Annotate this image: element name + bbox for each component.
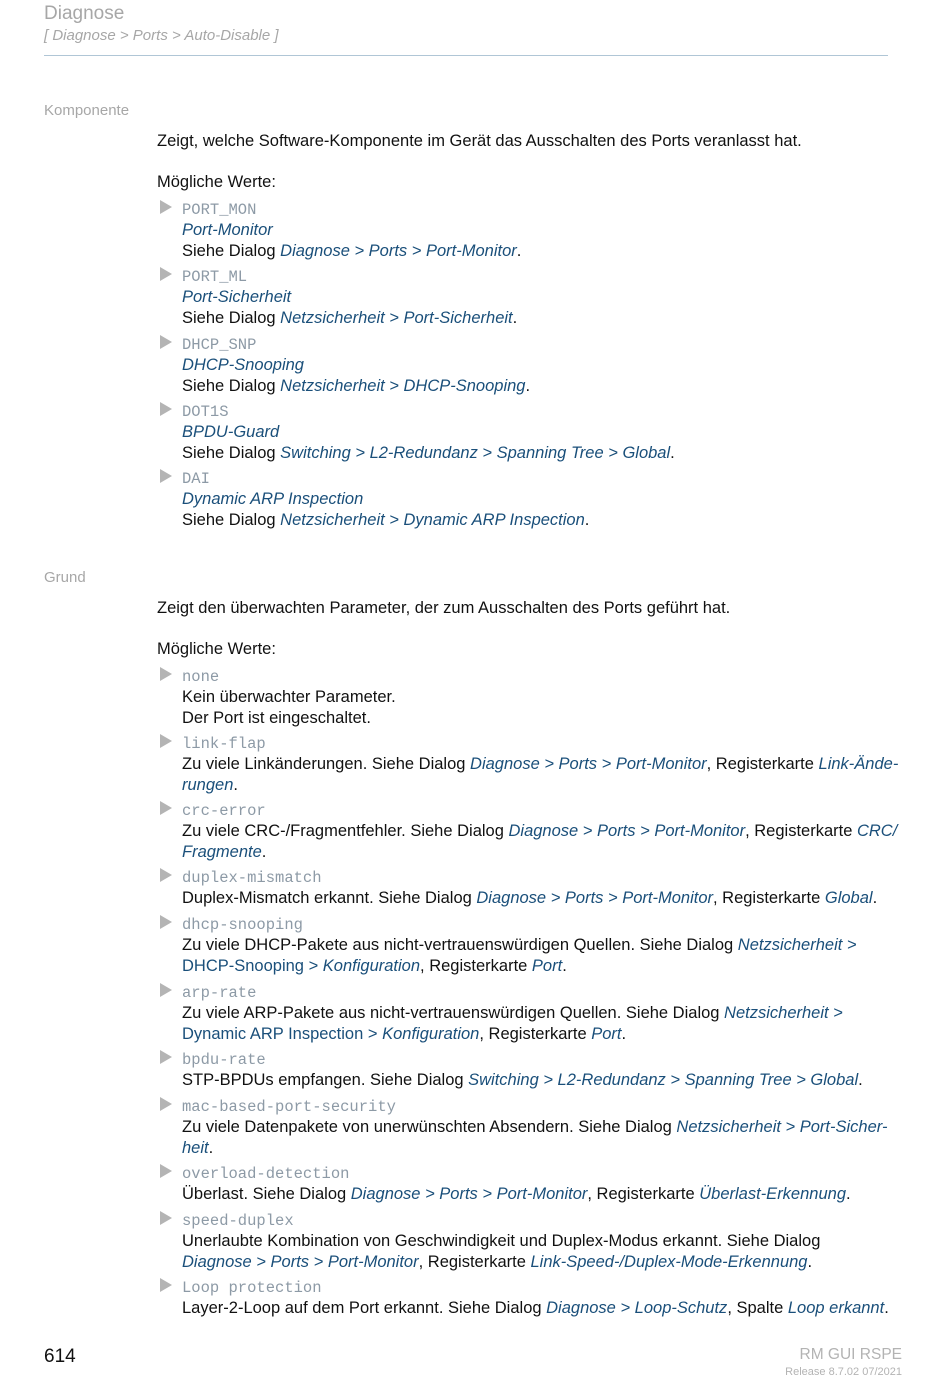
path-separator: > <box>363 1025 383 1043</box>
path-separator: > <box>303 957 323 975</box>
list-item: crc-error Zu viele CRC-/Fragmentfehler. Siehe Dialog Diagnose > Ports > Port-Monitor, Registerkarte CRC/ Fragmente. <box>160 801 905 863</box>
value-code: PORT_MON <box>182 201 257 219</box>
bullet-triangle-icon <box>160 801 172 815</box>
bullet-triangle-icon <box>160 734 172 748</box>
header-divider <box>44 55 888 56</box>
see-dialog-text: Siehe Dialog <box>182 444 276 462</box>
dialog-link[interactable]: Netzsicherheit > Port-Sicher- <box>676 1118 888 1136</box>
value-description: Zu viele Datenpakete von unerwünschten Absendern. Siehe Dialog <box>182 1118 677 1136</box>
value-description: Der Port ist eingeschaltet. <box>182 709 371 727</box>
section-label-grund: Grund <box>44 569 86 586</box>
value-description: STP-BPDUs empfangen. Siehe Dialog <box>182 1071 469 1089</box>
tab-prefix: , Registerkarte <box>587 1185 700 1203</box>
list-item: dhcp-snooping Zu viele DHCP-Pakete aus nicht-vertrauenswürdigen Quellen. Siehe Dialog Netzsicherheit > DHCP-Snooping > Konfiguration, Registerkarte Port. <box>160 915 905 977</box>
komponente-description: Zeigt, welche Software-Komponente im Gerät das Ausschalten des Ports veranlasst hat. <box>157 132 802 150</box>
tab-link[interactable]: Port <box>591 1025 622 1043</box>
document-title: RM GUI RSPE <box>799 1346 902 1363</box>
list-item: PORT_MON Port-Monitor Siehe Dialog Diagnose > Ports > Port-Monitor. <box>160 200 905 262</box>
tab-link[interactable]: rungen <box>182 776 234 794</box>
see-dialog-text: Siehe Dialog <box>182 377 276 395</box>
dialog-link[interactable]: Diagnose > Loop-Schutz <box>546 1299 728 1317</box>
value-code: dhcp-snooping <box>182 916 303 934</box>
value-code: speed-duplex <box>182 1212 294 1230</box>
bullet-triangle-icon <box>160 1211 172 1225</box>
dialog-link[interactable]: DHCP-Snooping <box>182 957 304 975</box>
tab-link[interactable]: CRC/ <box>856 822 898 840</box>
dialog-link[interactable]: Diagnose > Ports > Port-Monitor <box>350 1185 588 1203</box>
dialog-link[interactable]: Netzsicherheit > <box>737 936 857 954</box>
value-description: Zu viele Linkänderungen. Siehe Dialog <box>182 755 471 773</box>
list-item: link-flap Zu viele Linkänderungen. Siehe Dialog Diagnose > Ports > Port-Monitor, Registerkarte Link-Ände- rungen. <box>160 734 905 796</box>
tab-prefix: , Registerkarte <box>706 755 819 773</box>
dialog-link[interactable]: Switching > L2-Redundanz > Spanning Tree > Global <box>468 1071 859 1089</box>
breadcrumb: [ Diagnose > Ports > Auto-Disable ] <box>44 27 279 44</box>
bullet-triangle-icon <box>160 1164 172 1178</box>
value-code: none <box>182 668 220 686</box>
list-item: arp-rate Zu viele ARP-Pakete aus nicht-vertrauenswürdigen Quellen. Siehe Dialog Netzsicherheit > Dynamic ARP Inspection > Konfiguration, Registerkarte Port. <box>160 983 905 1045</box>
column-link[interactable]: Loop erkannt <box>787 1299 885 1317</box>
bullet-triangle-icon <box>160 1050 172 1064</box>
list-item: DAI Dynamic ARP Inspection Siehe Dialog Netzsicherheit > Dynamic ARP Inspection. <box>160 469 905 531</box>
tab-link[interactable]: Global <box>824 889 873 907</box>
dialog-link[interactable]: heit <box>182 1139 209 1157</box>
value-code: Loop protection <box>182 1279 322 1297</box>
list-item: duplex-mismatch Duplex-Mismatch erkannt. Siehe Dialog Diagnose > Ports > Port-Monitor, Registerkarte Global. <box>160 868 905 909</box>
bullet-triangle-icon <box>160 983 172 997</box>
bullet-triangle-icon <box>160 402 172 416</box>
komponente-values-heading: Mögliche Werte: <box>157 173 276 191</box>
bullet-triangle-icon <box>160 667 172 681</box>
page-number: 614 <box>44 1346 76 1367</box>
dialog-link[interactable]: Konfiguration <box>382 1025 480 1043</box>
value-code: mac-based-port-security <box>182 1098 396 1116</box>
list-item <box>160 667 905 729</box>
value-code: bpdu-rate <box>182 1051 266 1069</box>
value-description: Zu viele DHCP-Pakete aus nicht-vertrauenswürdigen Quellen. Siehe Dialog <box>182 936 738 954</box>
column-prefix: , Spalte <box>727 1299 788 1317</box>
dialog-link[interactable]: Netzsicherheit > DHCP-Snooping <box>280 377 526 395</box>
list-item: speed-duplex Unerlaubte Kombination von Geschwindigkeit und Duplex-Modus erkannt. Siehe Dialog Diagnose > Ports > Port-Monitor, Registerkarte Link-Speed-/Duplex-Mode-Erkennung. <box>160 1211 905 1273</box>
dialog-link[interactable]: Diagnose > Ports > Port-Monitor <box>280 242 517 260</box>
list-item: overload-detection Überlast. Siehe Dialog Diagnose > Ports > Port-Monitor, Registerkarte Überlast-Erkennung. <box>160 1164 905 1205</box>
tab-link[interactable]: Überlast-Erkennung <box>699 1185 846 1203</box>
value-description: Unerlaubte Kombination von Geschwindigkeit und Duplex-Modus erkannt. Siehe Dialog <box>182 1232 821 1250</box>
see-dialog-text: Siehe Dialog <box>182 309 276 327</box>
list-item: PORT_ML Port-Sicherheit Siehe Dialog Netzsicherheit > Port-Sicherheit. <box>160 267 905 329</box>
tab-prefix: , Registerkarte <box>745 822 857 840</box>
value-code: arp-rate <box>182 984 257 1002</box>
value-alias: Port-Monitor <box>182 221 273 239</box>
value-alias: Dynamic ARP Inspection <box>182 490 364 508</box>
page-title: Diagnose <box>44 3 125 24</box>
list-item: mac-based-port-security Zu viele Datenpakete von unerwünschten Absendern. Siehe Dialog Netzsicherheit > Port-Sicher- heit. <box>160 1097 905 1159</box>
bullet-triangle-icon <box>160 1097 172 1111</box>
value-code: PORT_ML <box>182 268 248 286</box>
value-alias: DHCP-Snooping <box>182 356 304 374</box>
tab-link[interactable]: Port <box>531 957 563 975</box>
list-item: DHCP_SNP DHCP-Snooping Siehe Dialog Netzsicherheit > DHCP-Snooping. <box>160 335 905 397</box>
grund-values-heading: Mögliche Werte: <box>157 640 276 658</box>
bullet-triangle-icon <box>160 469 172 483</box>
dialog-link[interactable]: Switching > L2-Redundanz > Spanning Tree > Global <box>280 444 671 462</box>
bullet-triangle-icon <box>160 267 172 281</box>
list-item: bpdu-rate STP-BPDUs empfangen. Siehe Dialog Switching > L2-Redundanz > Spanning Tree > Global. <box>160 1050 905 1091</box>
section-label-komponente: Komponente <box>44 102 130 119</box>
tab-prefix: , Registerkarte <box>713 889 825 907</box>
dialog-link[interactable]: Diagnose > Ports > Port-Monitor <box>182 1253 419 1271</box>
dialog-link[interactable]: Diagnose > Ports > Port-Monitor <box>470 755 707 773</box>
tab-prefix: , Registerkarte <box>420 957 532 975</box>
value-description: Zu viele CRC-/Fragmentfehler. Siehe Dialog <box>182 822 509 840</box>
value-alias: BPDU-Guard <box>182 423 280 441</box>
value-alias: Port-Sicherheit <box>182 288 292 306</box>
value-description: Kein überwachter Parameter. <box>182 688 396 706</box>
see-dialog-text: Siehe Dialog <box>182 511 276 529</box>
bullet-triangle-icon <box>160 1278 172 1292</box>
value-code: overload-detection <box>182 1165 350 1183</box>
value-code: link-flap <box>182 735 266 753</box>
tab-link[interactable]: Link-Ände- <box>818 755 899 773</box>
grund-description: Zeigt den überwachten Parameter, der zum Ausschalten des Ports geführt hat. <box>157 599 731 617</box>
dialog-link[interactable]: Diagnose > Ports > Port-Monitor <box>508 822 746 840</box>
dialog-link[interactable]: Konfiguration <box>322 957 421 975</box>
document-release: Release 8.7.02 07/2021 <box>785 1366 902 1378</box>
list-item: Loop protection Layer-2-Loop auf dem Port erkannt. Siehe Dialog Diagnose > Loop-Schutz, Spalte Loop erkannt. <box>160 1278 905 1319</box>
value-code: DHCP_SNP <box>182 336 257 354</box>
tab-prefix: , Registerkarte <box>418 1253 531 1271</box>
list-item: DOT1S BPDU-Guard Siehe Dialog Switching > L2-Redundanz > Spanning Tree > Global. <box>160 402 905 464</box>
value-code: DOT1S <box>182 403 229 421</box>
dialog-link[interactable]: Netzsicherheit > <box>724 1004 843 1022</box>
value-description: Zu viele ARP-Pakete aus nicht-vertrauenswürdigen Quellen. Siehe Dialog <box>182 1004 725 1022</box>
value-description: Layer-2-Loop auf dem Port erkannt. Siehe Dialog <box>182 1299 547 1317</box>
value-code: DAI <box>182 470 210 488</box>
tab-link[interactable]: Link-Speed-/Duplex-Mode-Erkennung <box>530 1253 808 1271</box>
tab-link[interactable]: Fragmente <box>182 843 262 861</box>
see-dialog-text: Siehe Dialog <box>182 242 276 260</box>
bullet-triangle-icon <box>160 335 172 349</box>
bullet-triangle-icon <box>160 915 172 929</box>
value-code: crc-error <box>182 802 266 820</box>
dialog-link[interactable]: Diagnose > Ports > Port-Monitor <box>476 889 713 907</box>
dialog-link[interactable]: Netzsicherheit > Dynamic ARP Inspection <box>280 511 585 529</box>
value-description: Duplex-Mismatch erkannt. Siehe Dialog <box>182 889 477 907</box>
value-description: Überlast. Siehe Dialog <box>182 1185 351 1203</box>
bullet-triangle-icon <box>160 868 172 882</box>
dialog-link[interactable]: Dynamic ARP Inspection <box>182 1025 364 1043</box>
value-code: duplex-mismatch <box>182 869 322 887</box>
tab-prefix: , Registerkarte <box>479 1025 592 1043</box>
dialog-link[interactable]: Netzsicherheit > Port-Sicherheit <box>280 309 513 327</box>
bullet-triangle-icon <box>160 200 172 214</box>
